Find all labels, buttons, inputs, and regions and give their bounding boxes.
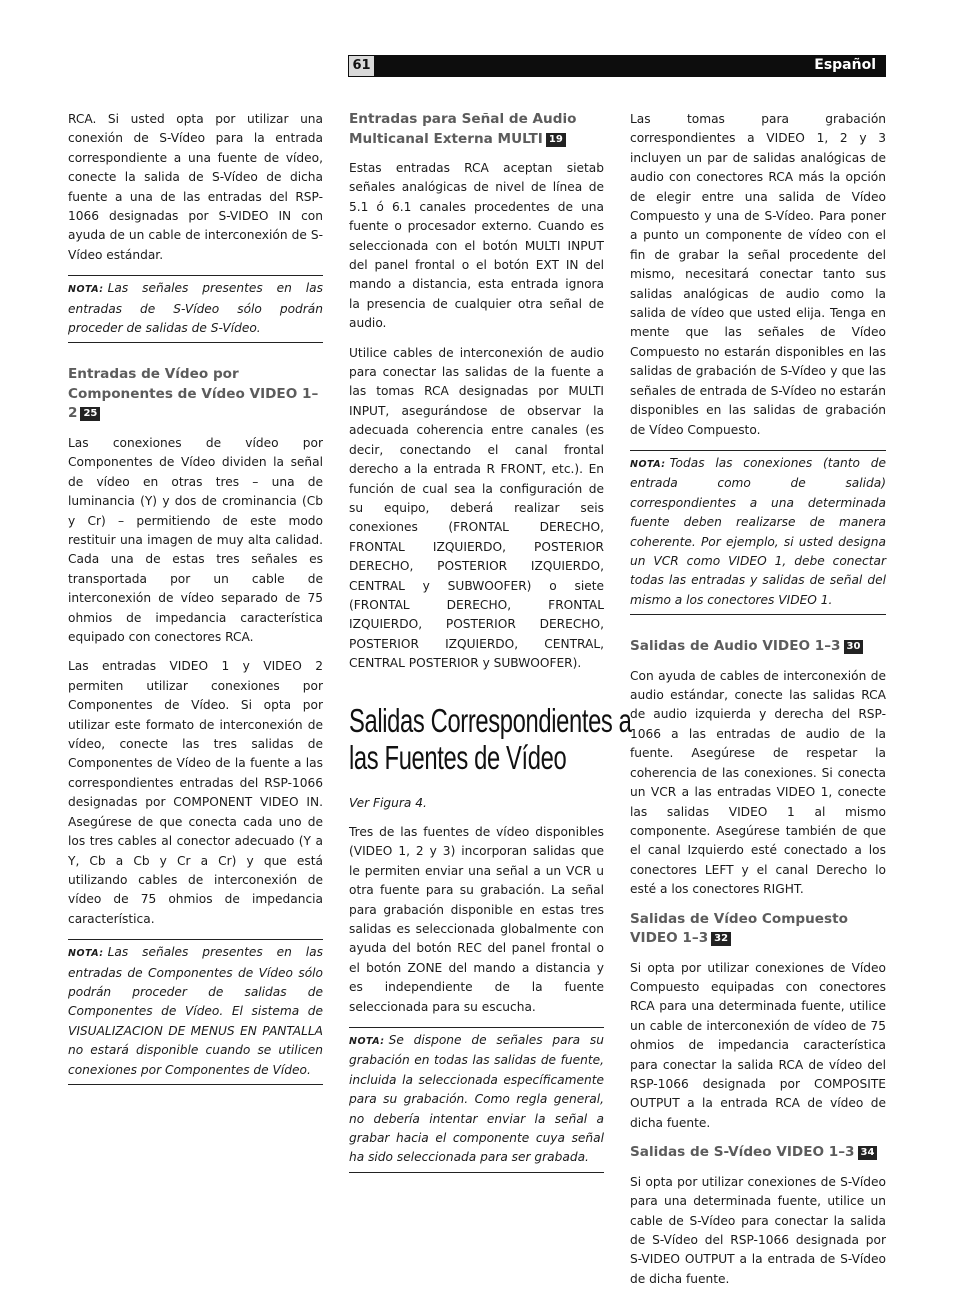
- note-box: [68, 939, 323, 1085]
- column-left: [68, 110, 323, 1107]
- note-text: Las señales presentes en las entradas de S-Vídeo sólo podrán proceder de salidas de S-Vídeo.: [68, 281, 323, 336]
- reference-badge: 34: [858, 1146, 878, 1160]
- note-label: NOTA:: [630, 458, 666, 470]
- note-label: NOTA:: [349, 1036, 385, 1048]
- paragraph: Tres de las fuentes de vídeo disponibles (VIDEO 1, 2 y 3) incorporan salidas que le permiten enviar una señal a un VCR u otra fuente para su grabación. La señal para grabación disponible en estas tres salidas es seleccionada globalmente con ayuda del botón REC del panel frontal o el botón ZONE del mando a distancia y es independiente de la fuente seleccionada para su escucha.: [349, 824, 604, 1014]
- column-right: [630, 110, 886, 1299]
- section-title-line: las Fuentes de Vídeo: [349, 738, 567, 776]
- section-heading: [630, 637, 886, 657]
- heading-text: Salidas de Vídeo Compuesto VIDEO 1–3: [630, 910, 848, 947]
- column-middle: [349, 110, 632, 1195]
- page-number: 61: [349, 56, 374, 76]
- note-text: Todas las conexiones (tanto de entrada como de salida) correspondientes a una determinada fuente deben realizarse de manera coherente. Por ejemplo, si usted designa un VCR como VIDEO 1, debe conectar todas las entradas y salidas de señal del mismo a los conectores VIDEO 1.: [630, 455, 886, 607]
- note-text: Se dispone de señales para su grabación en todas las salidas de fuente, incluida la seleccionada específicamente para su grabación. Como regla general, no debería intentar enviar la señal a grabar hacia el componente cuya señal ha sido seleccionada para ser grabada.: [349, 1033, 604, 1165]
- reference-badge: 19: [546, 133, 566, 147]
- paragraph: Con ayuda de cables de interconexión de audio estándar, conecte las salidas RCA de audio izquierda y derecha del RSP-1066 a las entradas de audio de la fuente. Asegúrese de respetar la coherencia de las conexiones. Si conecta un VCR a las entradas VIDEO 1, conecte las salidas VIDEO 1 al mismo componente. Asegúrese también de que el canal Izquierdo esté conectado a los conectores LEFT y el canal Derecho lo esté a los conectores RIGHT.: [630, 668, 886, 897]
- figure-reference: Ver Figura 4.: [349, 795, 427, 810]
- reference-badge: 25: [80, 407, 100, 421]
- paragraph: Si opta por utilizar conexiones de Vídeo Compuesto equipadas con conectores RCA para una determinada fuente, utilice un cable de interconexión de vídeo de 75 ohmios de impedancia característica para conectar la salida RCA de vídeo del RSP-1066 designada por COMPOSITE OUTPUT a la entrada RCA de vídeo de dicha fuente.: [630, 960, 886, 1130]
- paragraph: Las tomas para grabación correspondientes a VIDEO 1, 2 y 3 incluyen un par de salidas analógicas de audio con conectores RCA más la opción de elegir entre una salida de Vídeo Compuesto y una de S-Vídeo. Para poner a punto un componente de vídeo con el fin de grabar la señal procedente del mismo, necesitará conectar tanto sus salidas analógicas de audio como la salida de vídeo que usted elija. Tenga en mente que las señales de Vídeo Compuesto no estarán disponibles en las salidas de grabación de S-Vídeo y que las señales de entrada de S-Vídeo no estarán disponibles en las salidas de grabación de Vídeo Compuesto.: [630, 112, 886, 437]
- paragraph: Utilice cables de interconexión de audio para conectar las salidas de la fuente a las tomas RCA designadas por MULTI INPUT, asegurándose de observar la adecuada coherencia entre canales (es decir, conectando el canal frontal derecho a la entrada R FRONT, etc.). En función de cual sea la configuración de su equipo, deberá realizar seis conexiones (FRONTAL DERECHO, FRONTAL IZQUIERDO, POSTERIOR DERECHO, POSTERIOR IZQUIERDO, CENTRAL y SUBWOOFER) o siete (FRONTAL DERECHO, FRONTAL IZQUIERDO, POSTERIOR DERECHO, POSTERIOR IZQUIERDO, CENTRAL, CENTRAL POSTERIOR y SUBWOOFER).: [349, 345, 604, 671]
- paragraph: Las conexiones de vídeo por Componentes de Vídeo dividen la señal de vídeo en otras tres – una de luminancia (Y) y dos de crominancia (Cb y Cr) – permitiendo de este modo restituir una imagen de muy alta calidad. Cada una de estas tres señales es transportada por un cable de interconexión de vídeo separado de 75 ohmios de impedancia característica equipado con conectores RCA.: [68, 435, 323, 645]
- note-box: [68, 275, 323, 343]
- paragraph: Las entradas VIDEO 1 y VIDEO 2 permiten utilizar conexiones por Componentes de Vídeo. Si opta por utilizar este formato de interconexión de vídeo, conecte las tres salidas de Componentes de Vídeo de la fuente a las correspondientes entradas del RSP-1066 designadas por COMPONENT VIDEO IN. Asegúrese de que conecta cada uno de los tres cables al conector adecuado (Y a Y, Cb a Cb y Cr a Cr) y que está utilizando cables de interconexión de vídeo de 75 ohmios de impedancia característica.: [68, 659, 323, 926]
- section-heading: [68, 365, 323, 424]
- section-heading: [630, 1143, 886, 1163]
- heading-text: Entradas de Vídeo por Componentes de Vídeo VIDEO 1–2: [68, 366, 319, 422]
- heading-text: Entradas para Señal de Audio Multicanal Externa MULTI: [349, 111, 577, 147]
- section-title-line: Salidas Correspondientes a: [349, 701, 632, 739]
- header-bar: [348, 55, 886, 77]
- note-text: Las señales presentes en las entradas de Componentes de Vídeo sólo podrán proceder de salidas de Componentes de Vídeo. El sistema de VISUALIZACION DE MENUS EN PANTALLA no estará disponible cuando se utilicen conexiones por Componentes de Vídeo.: [68, 945, 323, 1077]
- section-heading: [349, 110, 604, 149]
- note-label: NOTA:: [68, 284, 104, 296]
- heading-text: Salidas de S-Vídeo VIDEO 1–3: [630, 1144, 855, 1161]
- heading-text: Salidas de Audio VIDEO 1–3: [630, 638, 841, 655]
- section-title: [349, 701, 632, 776]
- language-label: Español: [814, 57, 876, 73]
- paragraph: Si opta por utilizar conexiones de S-Vídeo para una determinada fuente, utilice un cable de S-Vídeo para conectar la salida de S-Vídeo del RSP-1066 designada por S-VIDEO OUTPUT a la entrada de S-Vídeo de dicha fuente.: [630, 1174, 886, 1286]
- reference-badge: 30: [844, 640, 864, 654]
- paragraph: Estas entradas RCA aceptan sietab señales analógicas de nivel de línea de 5.1 ó 6.1 canales procedentes de una fuente o procesador externo. Cuando es seleccionada con el botón MULTI INPUT del panel frontal o el botón EXT IN del mando a distancia, esta entrada ignora la presencia de cualquier otra señal de audio.: [349, 161, 604, 331]
- reference-badge: 32: [711, 932, 731, 946]
- note-box: [630, 450, 886, 615]
- section-heading: [630, 910, 886, 949]
- paragraph: RCA. Si usted opta por utilizar una conexión de S-Vídeo para la entrada correspondiente a una fuente de vídeo, conecte la salida de S-Vídeo de dicha fuente a una de las entradas del RSP-1066 designadas por S-VIDEO IN con ayuda de un cable de interconexión de S-Vídeo estándar.: [68, 112, 323, 262]
- note-label: NOTA:: [68, 948, 104, 960]
- note-box: [349, 1027, 604, 1173]
